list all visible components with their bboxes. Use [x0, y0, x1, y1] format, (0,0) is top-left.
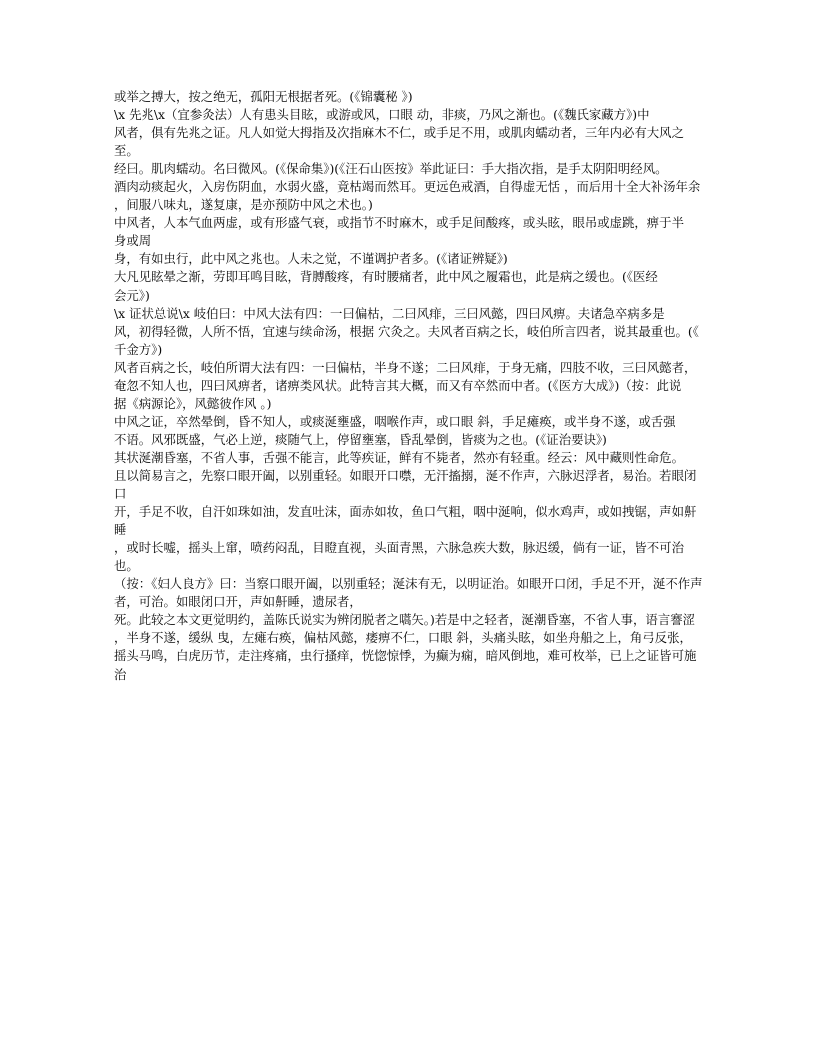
- document-line: ，间服八味丸，遂复康，是亦预防中风之术也。): [114, 197, 373, 213]
- document-line: 风者，俱有先兆之证。凡人如觉大拇指及次指麻木不仁，或手足不用，或肌肉蠕动者，三年内必有大风之至。: [114, 125, 684, 159]
- document-line: \x 先兆\x（宜参灸法）人有患头目眩，或游或风，口眼 动，非痰，乃风之渐也。(《魏氏家藏方》)中: [114, 107, 650, 123]
- document-line: 大凡见眩晕之渐，劳即耳鸣目眩，背膊酸疼，有时腰痛者，此中风之履霜也，此是病之缓也。(《医经: [114, 269, 658, 285]
- document-line: 中风者，人本气血两虚，或有形盛气衰，或指节不时麻木，或手足间酸疼，或头眩，眼吊或虚跳，痹于半: [114, 215, 684, 231]
- document-text-body: [114, 88, 706, 684]
- document-line: 中风之证，卒然晕倒，昏不知人，或痰涎壅盛，咽喉作声，或口眼 斜，手足瘫痪，或半身不遂，或舌强: [114, 413, 676, 429]
- document-line: \x 证状总说\x 岐伯曰：中风大法有四：一曰偏枯，二曰风痱，三曰风懿，四曰风痹。夫诸急卒病多是: [114, 305, 665, 321]
- document-line: 死。此较之本文更觉明约，盖陈氏说实为辨闭脱者之嚆矢。)若是中之轻者，涎潮昏塞，不省人事，语言謇涩: [114, 612, 695, 628]
- document-line: 经曰。肌肉蠕动。名曰微风。(《保命集》)(《汪石山医按》举此证曰：手大指次指，是手太阴阳明经风。: [114, 161, 668, 177]
- document-line: 风，初得轻微，人所不悟，宜速与续命汤，根据 穴灸之。夫风者百病之长，岐伯所言四者，说其最重也。(《: [114, 323, 699, 339]
- document-line: 摇头马鸣，白虎历节，走注疼痛，虫行搔痒，恍惚惊悸，为癫为痫，暗风倒地，难可枚举，已上之证皆可施治: [114, 648, 697, 682]
- document-line: 身或周: [114, 233, 152, 249]
- document-line: 且以简易言之，先察口眼开阖，以别重轻。如眼开口噤，无汗搐搦，涎不作声，六脉迟浮者，易治。若眼闭口: [114, 467, 697, 502]
- document-line: 千金方》): [114, 341, 163, 357]
- document-line: （按：《妇人良方》曰：当察口眼开阖，以别重轻；涎沫有无，以明证治。如眼开口闭，手足不开，涎不作声: [114, 576, 703, 592]
- document-line: 者，可治。如眼闭口开，声如鼾睡，遗尿者，: [114, 594, 362, 610]
- document-line: 或举之搏大，按之绝无，孤阳无根据者死。(《锦囊秘 》): [114, 89, 413, 104]
- document-line: 会元》): [114, 287, 150, 303]
- document-line: ，或时长嘘，摇头上窜，喷药闷乱，目瞪直视，头面青黑，六脉急疾大数，脉迟缓，倘有一证，皆不可治也。: [114, 540, 684, 574]
- document-line: ，半身不遂，缓纵 曳，左瘫右痪，偏枯风懿，痿痹不仁，口眼 斜，头痛头眩，如坐舟船之上，角弓反张，: [114, 630, 692, 646]
- document-line: 开，手足不收，自汗如珠如油，发直吐沫，面赤如妆，鱼口气粗，咽中涎响，似水鸡声，或如拽锯，声如鼾睡: [114, 504, 697, 538]
- document-line: 据《病源论》，风懿彼作风 。): [114, 395, 272, 411]
- document-line: 奄忽不知人也，四曰风痹者，诸痹类风状。此特言其大概，而又有卒然而中者。(《医方大成》)（按：此说: [114, 377, 682, 393]
- document-line: 不语。风邪既盛，气必上逆，痰随气上，停留壅塞，昏乱晕倒，皆痰为之也。(《证治要诀》): [114, 431, 607, 447]
- document-line: 其状涎潮昏塞，不省人事，舌强不能言，此等疾证，鲜有不毙者，然亦有轻重。经云：风中藏则性命危。: [114, 449, 684, 465]
- document-line: 风者百病之长，岐伯所谓大法有四：一曰偏枯，半身不遂；二曰风痱，于身无痛，四肢不收，三曰风懿者，: [114, 359, 697, 375]
- document-line: 身，有如虫行，此中风之兆也。人未之觉，不谨调护者多。(《诸证辨疑》): [114, 251, 508, 267]
- document-line: 酒肉动痰起火，入房伤阴血，水弱火盛，竟枯竭而然耳。更远色戒酒，自得虚无恬 ，而后用十全大补汤年余: [114, 179, 701, 195]
